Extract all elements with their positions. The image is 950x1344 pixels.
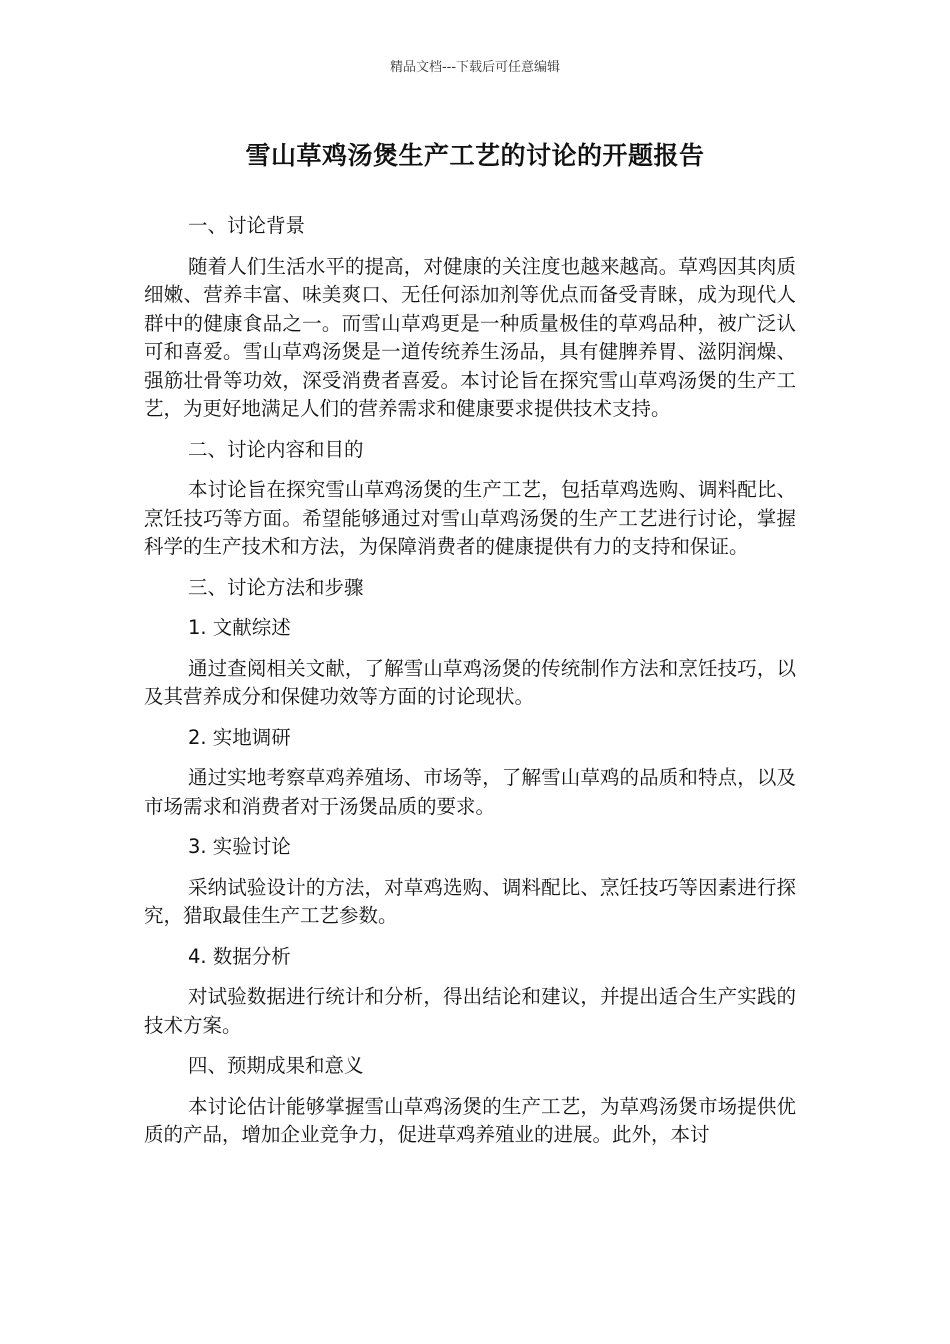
paragraph-background: 随着人们生活水平的提高，对健康的关注度也越来越高。草鸡因其肉质细嫩、营养丰富、味美爽口、无任何添加剂等优点而备受青睐，成为现代人群中的健康食品之一。而雪山草鸡更是一种质量极佳的草鸡品种，被广泛认可和喜爱。雪山草鸡汤煲是一道传统养生汤品，具有健脾养胃、滋阴润燥、强筋壮骨等功效，深受消费者喜爱。本讨论旨在探究雪山草鸡汤煲的生产工艺，为更好地满足人们的营养需求和健康要求提供技术支持。 (144, 254, 796, 420)
method-heading-field-research: 2. 实地调研 (188, 725, 291, 749)
section-heading-content-purpose: 二、讨论内容和目的 (188, 437, 364, 461)
page-header: 精品文档---下载后可任意编辑 (389, 60, 561, 75)
paragraph-experiment: 采纳试验设计的方法，对草鸡选购、调料配比、烹饪技巧等因素进行探究，猎取最佳生产工艺参数。 (144, 875, 796, 927)
paragraph-data-analysis: 对试验数据进行统计和分析，得出结论和建议，并提出适合生产实践的技术方案。 (144, 985, 796, 1037)
paragraph-content-purpose: 本讨论旨在探究雪山草鸡汤煲的生产工艺，包括草鸡选购、调料配比、烹饪技巧等方面。希望能够通过对雪山草鸡汤煲的生产工艺进行讨论，掌握科学的生产技术和方法，为保障消费者的健康提供有力的支持和保证。 (144, 478, 796, 558)
method-heading-data-analysis: 4. 数据分析 (188, 944, 291, 968)
paragraph-field-research: 通过实地考察草鸡养殖场、市场等，了解雪山草鸡的品质和特点，以及市场需求和消费者对于汤煲品质的要求。 (144, 766, 796, 818)
section-heading-methods: 三、讨论方法和步骤 (188, 575, 364, 599)
method-heading-literature-review: 1. 文献综述 (188, 616, 291, 639)
section-heading-background: 一、讨论背景 (188, 214, 306, 237)
document-title: 雪山草鸡汤煲生产工艺的讨论的开题报告 (245, 141, 705, 170)
paragraph-literature-review: 通过查阅相关文献，了解雪山草鸡汤煲的传统制作方法和烹饪技巧，以及其营养成分和保健功效等方面的讨论现状。 (144, 656, 796, 708)
method-heading-experiment: 3. 实验讨论 (188, 835, 291, 858)
section-heading-expected-results: 四、预期成果和意义 (188, 1054, 364, 1077)
document-body (144, 212, 796, 1162)
paragraph-expected-results: 本讨论估计能够掌握雪山草鸡汤煲的生产工艺，为草鸡汤煲市场提供优质的产品，增加企业竞争力，促进草鸡养殖业的进展。此外，本讨 (144, 1094, 796, 1146)
